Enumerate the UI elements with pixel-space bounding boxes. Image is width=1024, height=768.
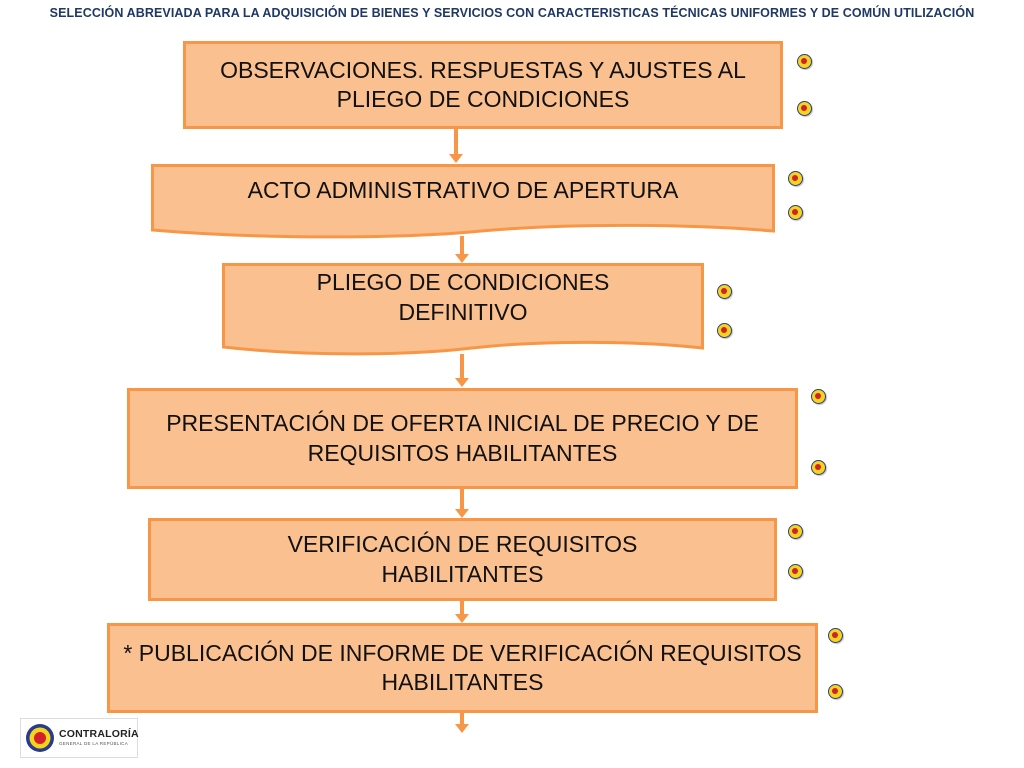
bullet-icon — [811, 460, 826, 475]
contraloria-logo — [20, 718, 138, 758]
step-label: * PUBLICACIÓN DE INFORME DE VERIFICACIÓN REQUISITOS HABILITANTES — [123, 639, 802, 695]
step-label: PRESENTACIÓN DE OFERTA INICIAL DE PRECIO Y DE REQUISITOS HABILITANTES — [166, 410, 759, 466]
logo-subtitle: GENERAL DE LA REPÚBLICA — [59, 741, 129, 746]
page-title: SELECCIÓN ABREVIADA PARA LA ADQUISICIÓN DE BIENES Y SERVICIOS CON CARACTERISTICAS TÉCNICAS UNIFORMES Y DE COMÚN UTILIZACIÓN — [49, 6, 975, 20]
flow-arrow — [460, 601, 464, 616]
step-pliego-definitivo — [222, 263, 704, 343]
flow-arrow — [460, 713, 464, 726]
bullet-icon — [811, 389, 826, 404]
step-presentacion-oferta — [127, 388, 798, 489]
wavy-bottom-shape — [222, 339, 704, 357]
logo-name: CONTRALORÍA — [59, 728, 139, 740]
step-label: OBSERVACIONES. RESPUESTAS Y AJUSTES AL PLIEGO DE CONDICIONES — [220, 56, 746, 112]
flow-arrow — [454, 129, 458, 156]
logo-emblem-icon — [25, 723, 55, 753]
wavy-bottom-shape — [151, 222, 775, 240]
step-observaciones — [183, 41, 783, 129]
step-verificacion-requisitos — [148, 518, 777, 601]
bullet-icon — [828, 628, 843, 643]
flow-arrow — [460, 354, 464, 380]
step-publicacion-informe — [107, 623, 818, 713]
step-label: ACTO ADMINISTRATIVO DE APERTURA — [247, 176, 679, 203]
flow-arrow — [460, 489, 464, 511]
bullet-icon — [797, 54, 812, 69]
step-label: VERIFICACIÓN DE REQUISITOS HABILITANTES — [287, 531, 638, 587]
bullet-icon — [828, 684, 843, 699]
bullet-icon — [797, 101, 812, 116]
bullet-icon — [717, 284, 732, 299]
bullet-icon — [788, 564, 803, 579]
step-label: PLIEGO DE CONDICIONES DEFINITIVO — [316, 269, 610, 325]
step-acto-administrativo — [151, 164, 775, 226]
bullet-icon — [788, 171, 803, 186]
bullet-icon — [788, 524, 803, 539]
bullet-icon — [788, 205, 803, 220]
bullet-icon — [717, 323, 732, 338]
